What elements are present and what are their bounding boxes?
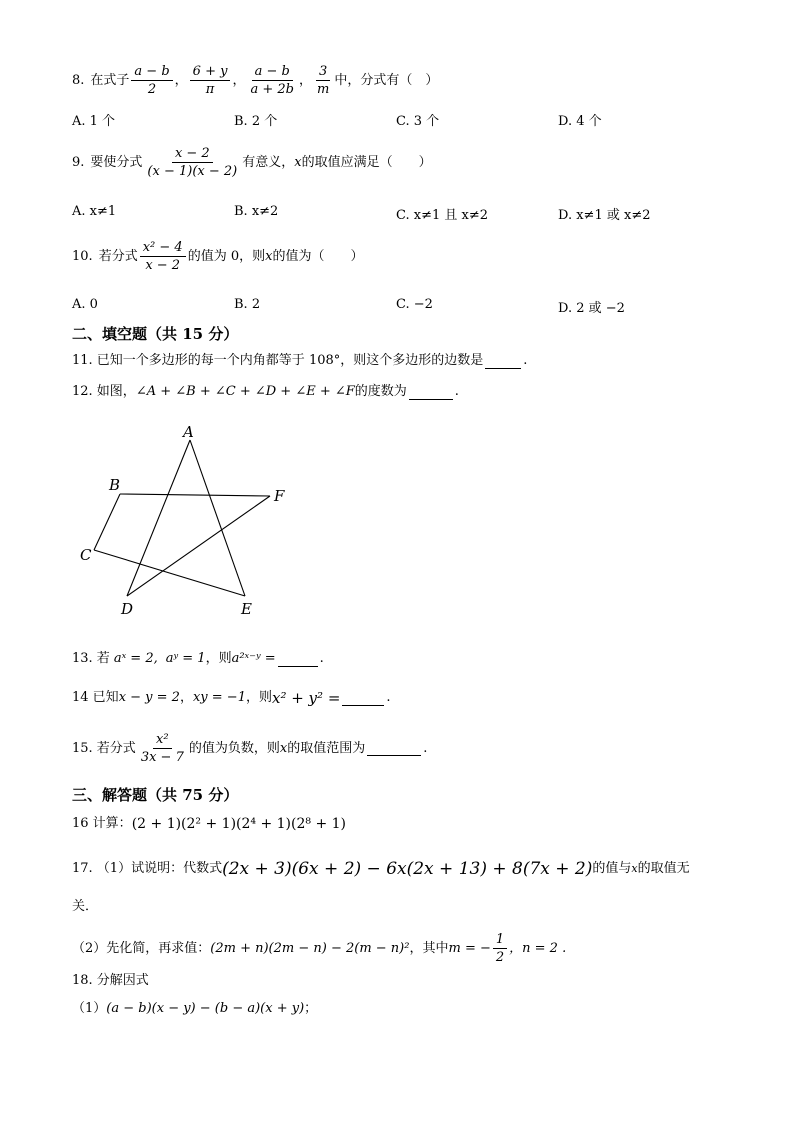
q9-option-c: C. x≠1 且 x≠2	[396, 208, 489, 223]
q17-expression: (2x + 3)(6x + 2) − 6x(2x + 13) + 8(7x + 2)	[222, 859, 593, 879]
segment-FD	[127, 496, 270, 596]
segment-CE	[94, 550, 245, 596]
q10-option-a: A. 0	[72, 297, 98, 312]
question-18-part-1: （1） (a − b)(x − y) − (b − a)(x + y) ；	[72, 1001, 318, 1016]
q8-number: 8.	[72, 72, 85, 88]
segment-BF	[120, 494, 270, 496]
question-17-part-1: 17. （1）试说明：代数式 (2x + 3)(6x + 2) − 6x(2x + 13) + 8(7x + 2) 的值与 x 的取值无	[72, 859, 690, 879]
q8-fraction-3: $\frac{a - b}{a + 2b}$	[250, 64, 294, 97]
star-figure	[72, 418, 312, 623]
q16-expression: (2 + 1)(2² + 1)(2⁴ + 1)(2⁸ + 1)	[131, 816, 347, 832]
q17-half-fraction: $\frac{1}{2}$	[493, 932, 507, 965]
question-10: 10. 若分式 $\frac{\text{x² − 4}}{x - 2}$ 的值为 0，则 x 的值为（ ）	[72, 240, 364, 273]
q10-option-c: C. −2	[396, 297, 433, 312]
q8-option-d: D. 4 个	[558, 114, 602, 129]
q8-fraction-1: $\frac{a - b}{2}$	[131, 64, 172, 97]
q14-answer-blank[interactable]	[342, 691, 384, 706]
q8-fraction-4: $\frac{3}{m}$	[317, 64, 330, 97]
question-13: 13. 若 aˣ = 2, aʸ = 1 ，则 a²ˣ⁻ʸ = .	[72, 651, 324, 666]
section-2-title: 二、填空题（共 15 分）	[72, 325, 239, 343]
segment-AE	[190, 440, 245, 596]
question-12: 12. 如图， ∠A + ∠B + ∠C + ∠D + ∠E + ∠F 的度数为 .	[72, 384, 459, 399]
q8-fraction-2: $\frac{6 + y}{\pi}$	[190, 64, 231, 97]
q9-number: 9.	[72, 154, 85, 170]
q8-option-b: B. 2 个	[234, 114, 278, 129]
question-17-part-2: （2）先化简，再求值： (2m + n)(2m − n) − 2(m − n)² ，其中 m = − $\frac{1}{2}$ ，n = 2 .	[72, 932, 567, 965]
question-8: 8. 在式子 $\frac{a - b}{2}$ ， $\frac{6 + y}{\pi}$ ， $\frac{a - b}{a + 2b}$ ， $\frac{3}{m}$ 中，分式有（ ）	[72, 64, 439, 97]
q12-answer-blank[interactable]	[409, 385, 453, 400]
label-D: D	[121, 600, 134, 618]
q8-prefix: 在式子	[90, 72, 130, 88]
segment-AD	[127, 440, 190, 596]
q9-option-b: B. x≠2	[234, 204, 279, 219]
q10-option-d: D. 2 或 −2	[558, 301, 625, 316]
question-9: 9. 要使分式 $\frac{x - 2}{(x - 1)(x - 2)}$ 有意义， x 的取值应满足（ ）	[72, 146, 432, 179]
q15-answer-blank[interactable]	[367, 741, 421, 756]
section-3-title: 三、解答题（共 75 分）	[72, 786, 239, 804]
question-18-title: 18. 分解因式	[72, 973, 149, 988]
label-A: A	[183, 423, 194, 441]
q11-answer-blank[interactable]	[485, 354, 521, 369]
question-17-continuation: 关．	[72, 899, 99, 914]
question-15: 15. 若分式 $\frac{\text{x²}}{3x - 7}$ 的值为负数，则 x 的取值范围为 .	[72, 732, 428, 765]
q9-fraction: $\frac{x - 2}{(x - 1)(x - 2)}$	[147, 146, 238, 179]
question-16: 16 计算： (2 + 1)(2² + 1)(2⁴ + 1)(2⁸ + 1)	[72, 816, 347, 832]
label-B: B	[109, 476, 121, 494]
q8-suffix: 中，分式有（ ）	[334, 72, 439, 88]
label-F: F	[274, 487, 285, 505]
q12-angle-expression: ∠A + ∠B + ∠C + ∠D + ∠E + ∠F	[135, 384, 355, 399]
segment-BC	[94, 494, 120, 550]
label-E: E	[241, 600, 252, 618]
q10-number: 10.	[72, 248, 93, 264]
q13-answer-blank[interactable]	[278, 652, 318, 667]
q9-option-d: D. x≠1 或 x≠2	[558, 208, 651, 223]
q10-prefix: 若分式	[98, 248, 138, 264]
question-14: 14 已知 x − y = 2 ， xy = −1 ，则 x² + y² = .	[72, 689, 391, 707]
q10-option-b: B. 2	[234, 297, 261, 312]
q8-option-a: A. 1 个	[72, 114, 116, 129]
q15-fraction: $\frac{\text{x²}}{3x - 7}$	[140, 732, 184, 765]
q8-option-c: C. 3 个	[396, 114, 440, 129]
q9-prefix: 要使分式	[90, 154, 143, 170]
q9-option-a: A. x≠1	[72, 204, 117, 219]
label-C: C	[80, 546, 92, 564]
question-11: 11. 已知一个多边形的每一个内角都等于 108°，则这个多边形的边数是 .	[72, 353, 528, 368]
q10-fraction: $\frac{\text{x² − 4}}{x - 2}$	[140, 240, 186, 273]
